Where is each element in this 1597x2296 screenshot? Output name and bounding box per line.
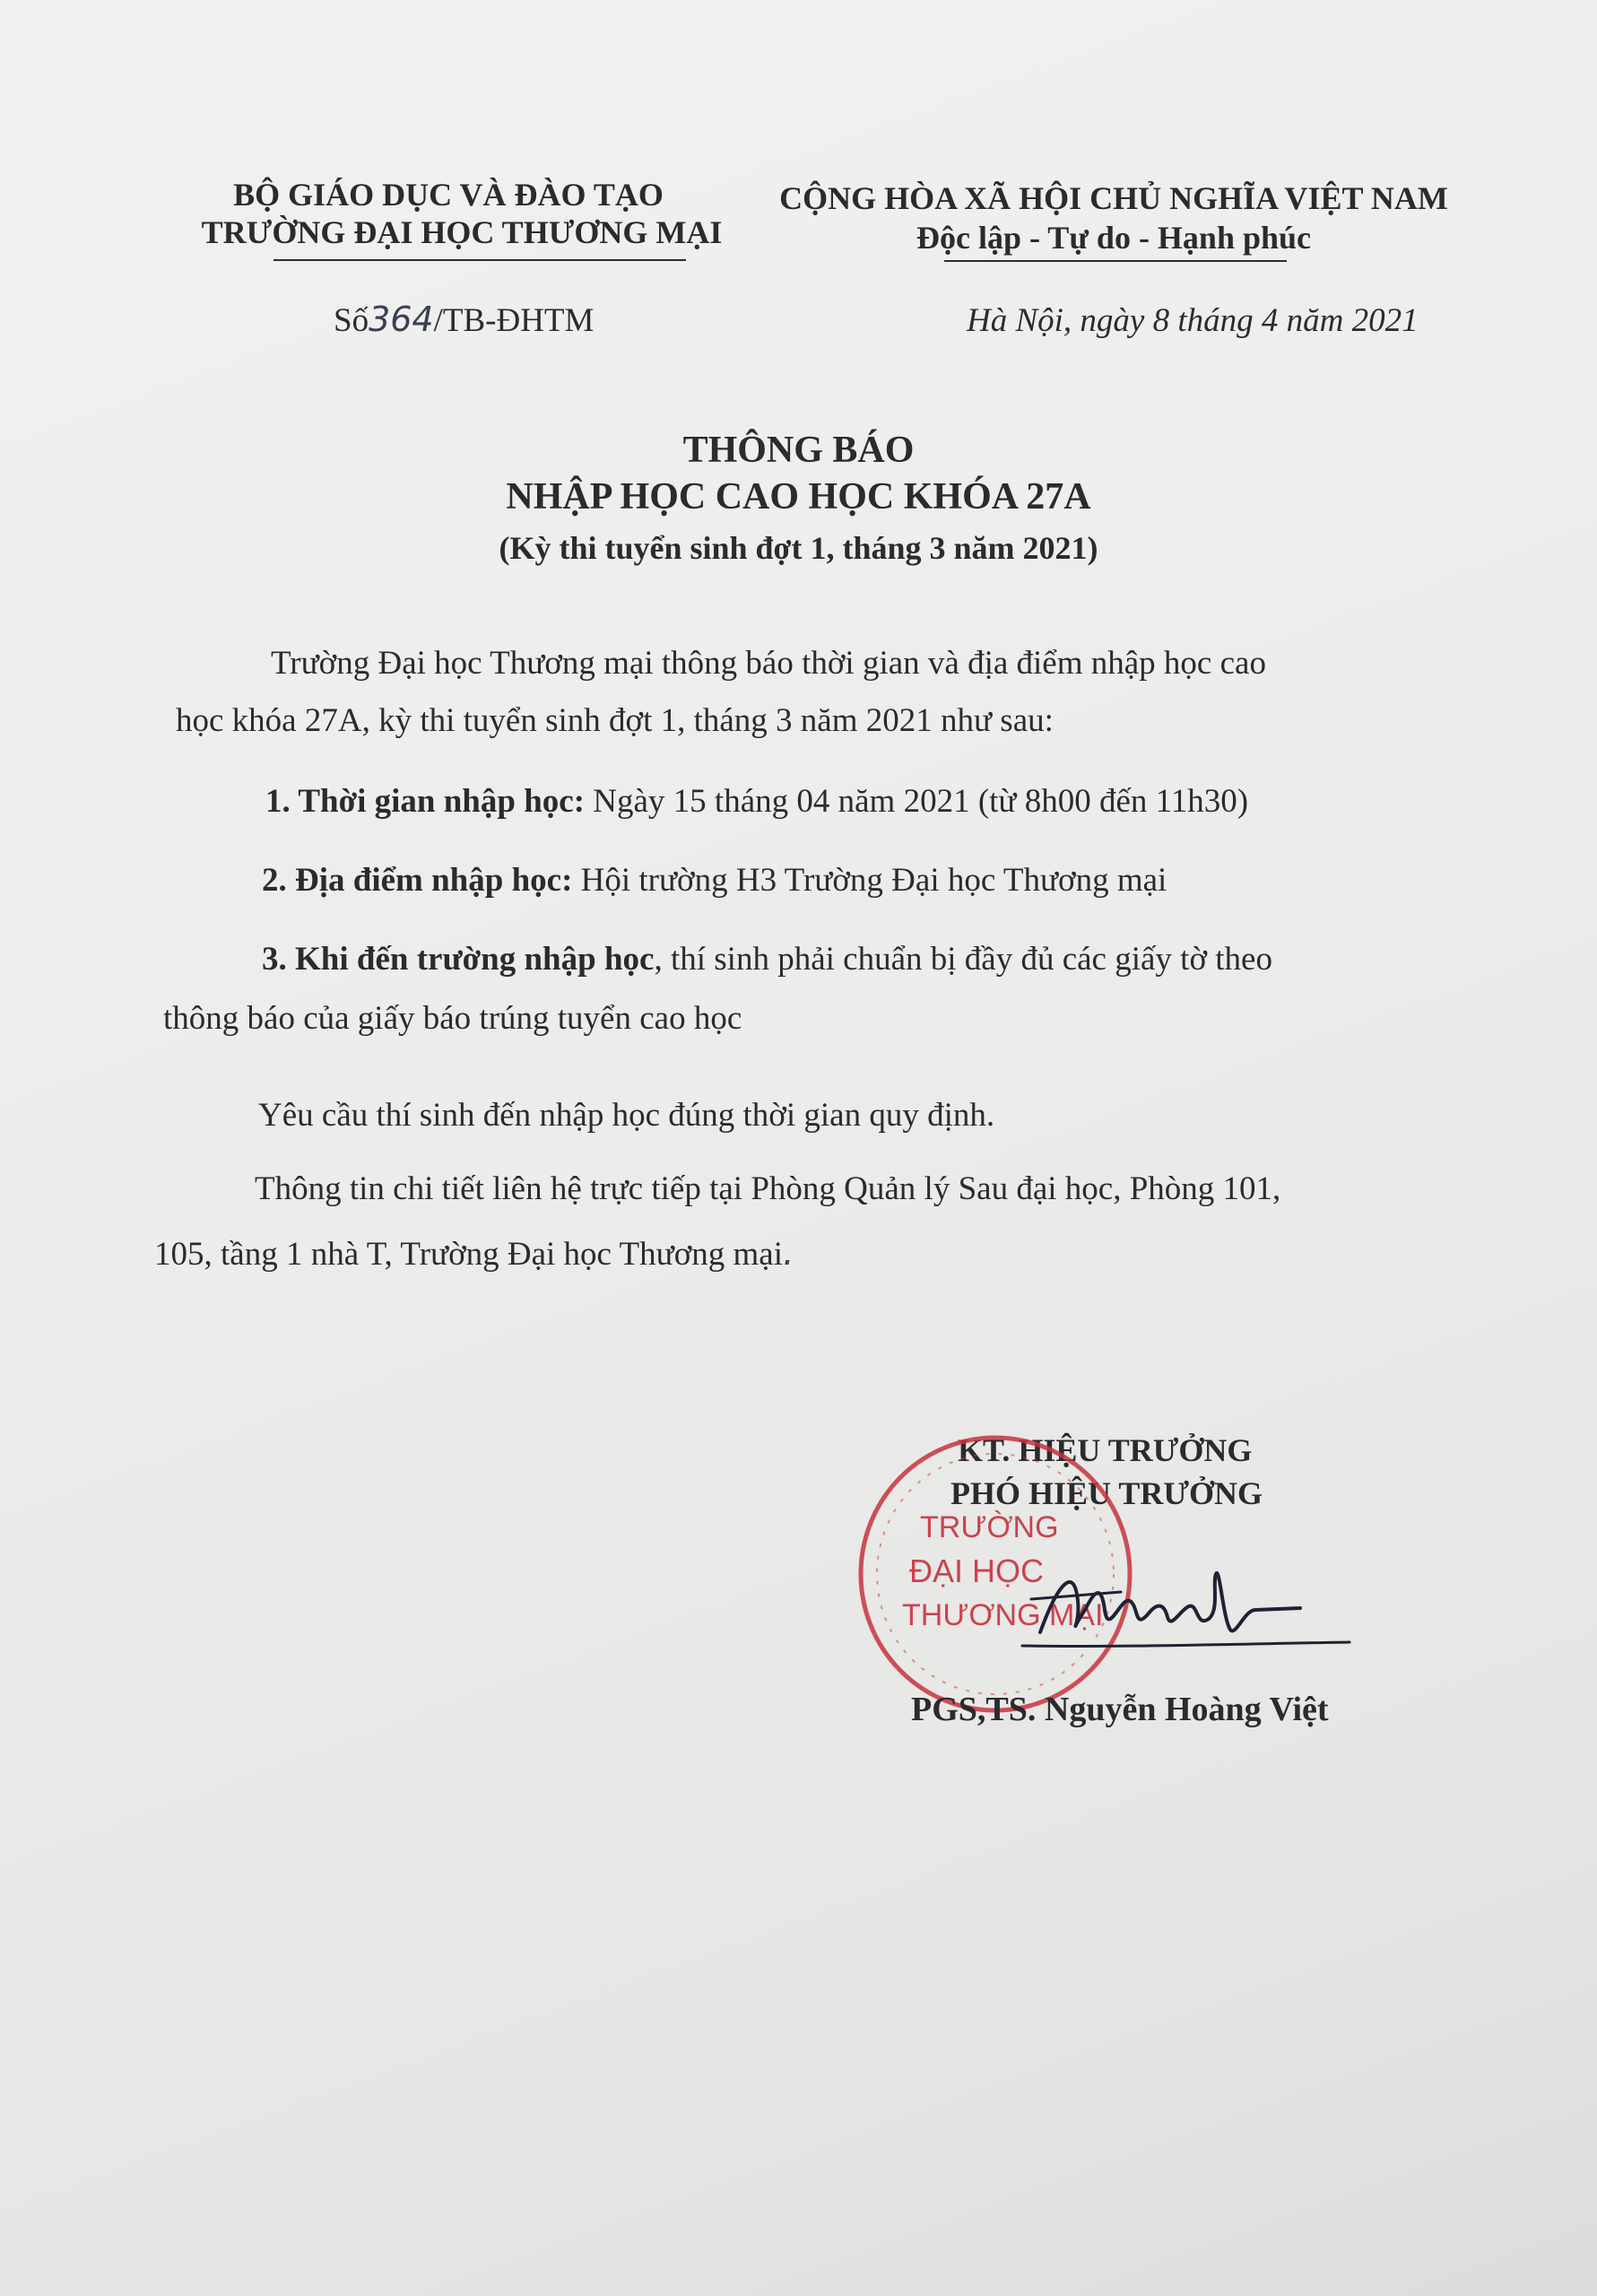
handwritten-mark: . xyxy=(783,1232,794,1274)
header-right-underline xyxy=(944,260,1287,262)
signature-title-2: PHÓ HIỆU TRƯỞNG xyxy=(950,1475,1263,1511)
intro-line-1: Trường Đại học Thương mại thông báo thời gian và địa điểm nhập học cao xyxy=(271,645,1266,682)
contact-line-1: Thông tin chi tiết liên hệ trực tiếp tại Phòng Quản lý Sau đại học, Phòng 101, xyxy=(255,1170,1281,1207)
signature-underline xyxy=(1022,1642,1350,1647)
signer-name: PGS,TS. Nguyễn Hoàng Việt xyxy=(911,1691,1329,1728)
stamp-line-1: TRƯỜNG xyxy=(920,1510,1059,1544)
reference-suffix: /TB-ĐHTM xyxy=(433,302,595,339)
item-2-text: Hội trường H3 Trường Đại học Thương mại xyxy=(572,862,1167,899)
handwritten-signature xyxy=(1004,1547,1363,1673)
reference-prefix: Số xyxy=(334,302,369,339)
intro-line-2: học khóa 27A, kỳ thi tuyển sinh đợt 1, tháng 3 năm 2021 như sau: xyxy=(176,702,1054,739)
stamp-line-2: ĐẠI HỌC xyxy=(909,1552,1045,1589)
country-motto: Độc lập - Tự do - Hạnh phúc xyxy=(916,220,1312,256)
item-2-label: 2. Địa điểm nhập học: xyxy=(262,862,573,899)
handwritten-number: 364 xyxy=(369,300,434,339)
signature-title-1: KT. HIỆU TRƯỞNG xyxy=(958,1432,1253,1468)
item-1 xyxy=(265,782,1248,821)
header-left-underline xyxy=(273,259,686,261)
item-1-text: Ngày 15 tháng 04 năm 2021 (từ 8h00 đến 11h30) xyxy=(585,783,1249,820)
item-2 xyxy=(262,861,1167,900)
item-3-label: 3. Khi đến trường nhập học xyxy=(262,941,655,978)
university-name: TRƯỜNG ĐẠI HỌC THƯƠNG MẠI xyxy=(201,214,723,250)
contact-line-2 xyxy=(154,1232,794,1274)
ministry-name: BỘ GIÁO DỤC VÀ ĐÀO TẠO xyxy=(233,177,664,213)
country-name: CỘNG HÒA XÃ HỘI CHỦ NGHĨA VIỆT NAM xyxy=(779,180,1448,216)
request-line: Yêu cầu thí sinh đến nhập học đúng thời gian quy định. xyxy=(258,1097,995,1134)
date-line: Hà Nội, ngày 8 tháng 4 năm 2021 xyxy=(967,302,1419,339)
reference-number xyxy=(334,300,594,340)
signature-stroke xyxy=(1040,1573,1300,1632)
item-1-label: 1. Thời gian nhập học: xyxy=(265,783,586,820)
item-3 xyxy=(262,940,1272,978)
document-title: THÔNG BÁO xyxy=(682,430,915,471)
document-subject: NHẬP HỌC CAO HỌC KHÓA 27A xyxy=(506,476,1091,517)
document-subtitle: (Kỳ thi tuyển sinh đợt 1, tháng 3 năm 2021) xyxy=(499,530,1098,566)
stamp-line-3: THƯƠNG MẠI xyxy=(902,1598,1104,1632)
contact-line-2-text: 105, tầng 1 nhà T, Trường Đại học Thương mại xyxy=(154,1236,784,1273)
item-3-text: , thí sinh phải chuẩn bị đầy đủ các giấy tờ theo xyxy=(654,941,1272,978)
item-3-line-2: thông báo của giấy báo trúng tuyển cao học xyxy=(163,1000,742,1037)
